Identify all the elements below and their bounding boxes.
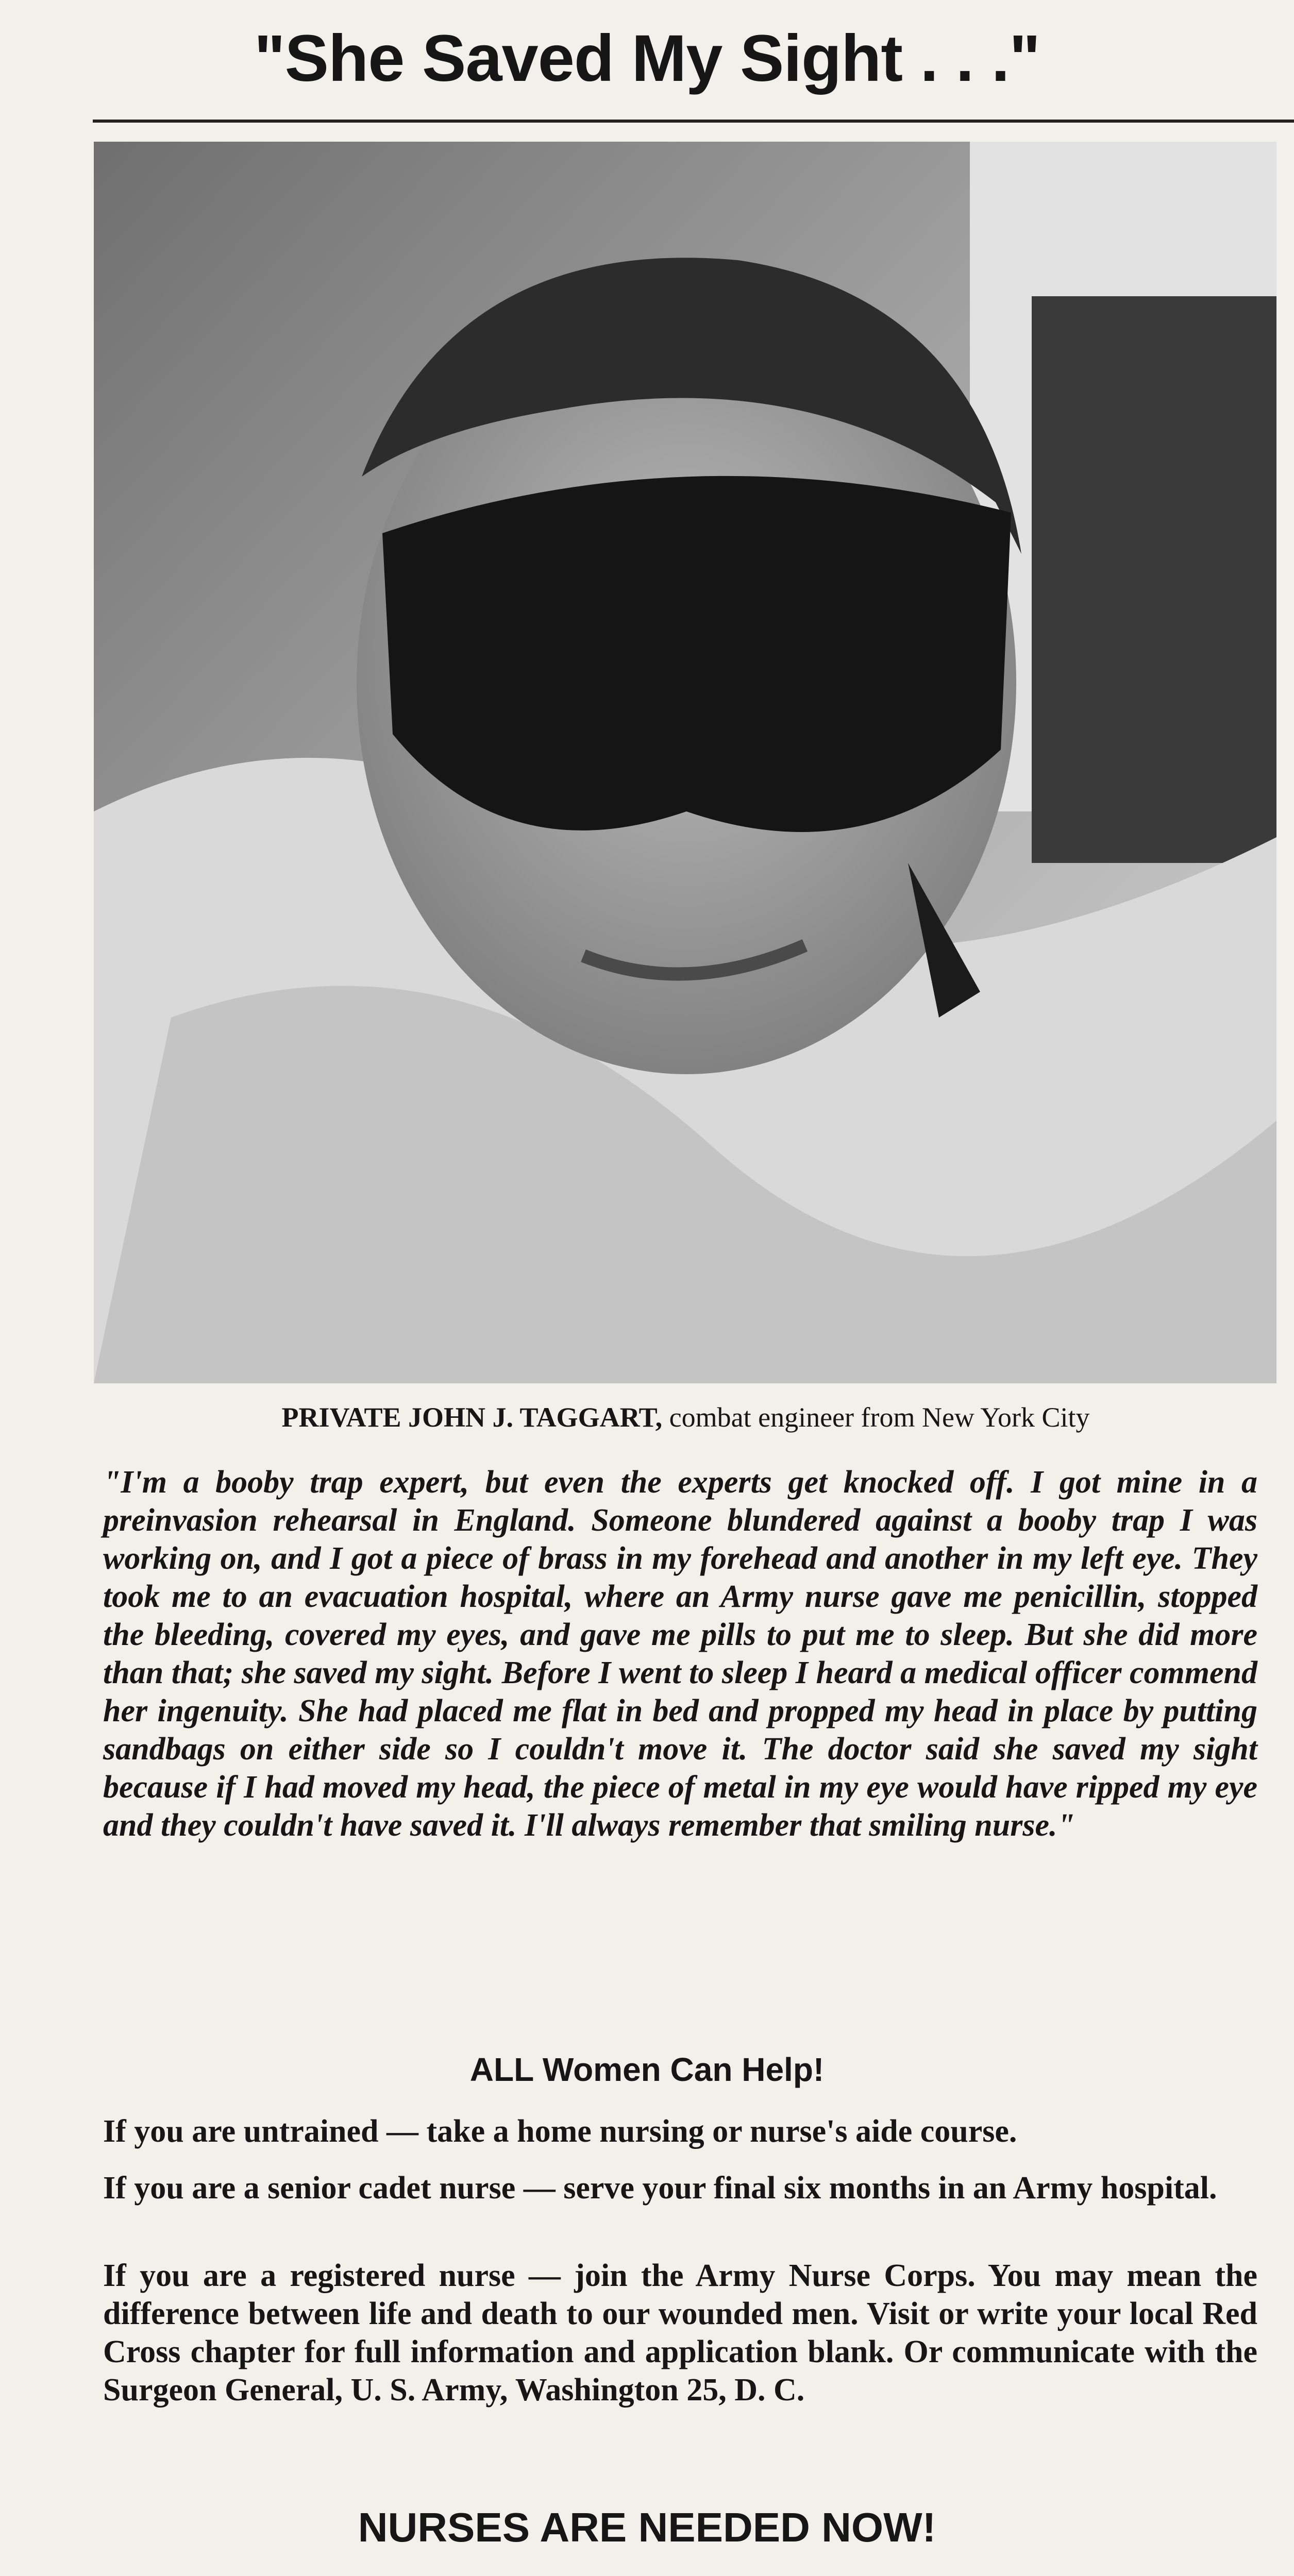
caption-name: PRIVATE JOHN J. TAGGART, (281, 1402, 663, 1433)
testimonial-quote: "I'm a booby trap expert, but even the experts get knocked off. I got mine in a preinvasion rehearsal in England. Someone blundered against a booby trap I was working on, and I got a piece of brass in my forehead and another in my left eye. They took me to an evacuation hospital, where an Army nurse gave me penicillin, stopped the bleeding, covered my eyes, and gave me pills to put me to sleep. But she did more than that; she saved my sight. Before I went to sleep I heard a medical officer commend her ingenuity. She had placed me flat in bed and propped my head in place by putting sandbags on either side so I couldn't move it. The doctor said she saved my sight because if I had moved my head, the piece of metal in my eye would have ripped my eye and they couldn't have saved it. I'll always remember that smiling nurse." (103, 1465, 1257, 1843)
nurses-needed-heading: NURSES ARE NEEDED NOW! (358, 2504, 936, 2550)
paragraph-untrained: If you are untrained — take a home nursing or nurse's aide course. (103, 2114, 1017, 2149)
paragraph-registered: If you are a registered nurse — join the Army Nurse Corps. You may mean the difference between life and death to our wounded men. Visit or write your local Red Cross chapter for full information and application blank. Or communicate with the Surgeon General, U. S. Army, Washington 25, D. C. (103, 2258, 1257, 2408)
women-can-help-heading: ALL Women Can Help! (469, 2051, 825, 2088)
paragraph-cadet: If you are a senior cadet nurse — serve your final six months in an Army hospital. (103, 2171, 1217, 2206)
soldier-photo-image (94, 142, 1276, 1383)
soldier-photo (94, 142, 1276, 1383)
headline: "She Saved My Sight . . ." (254, 22, 1040, 95)
photo-caption (93, 1401, 1279, 1433)
caption-description: combat engineer from New York City (669, 1402, 1090, 1433)
top-rule (93, 120, 1294, 123)
